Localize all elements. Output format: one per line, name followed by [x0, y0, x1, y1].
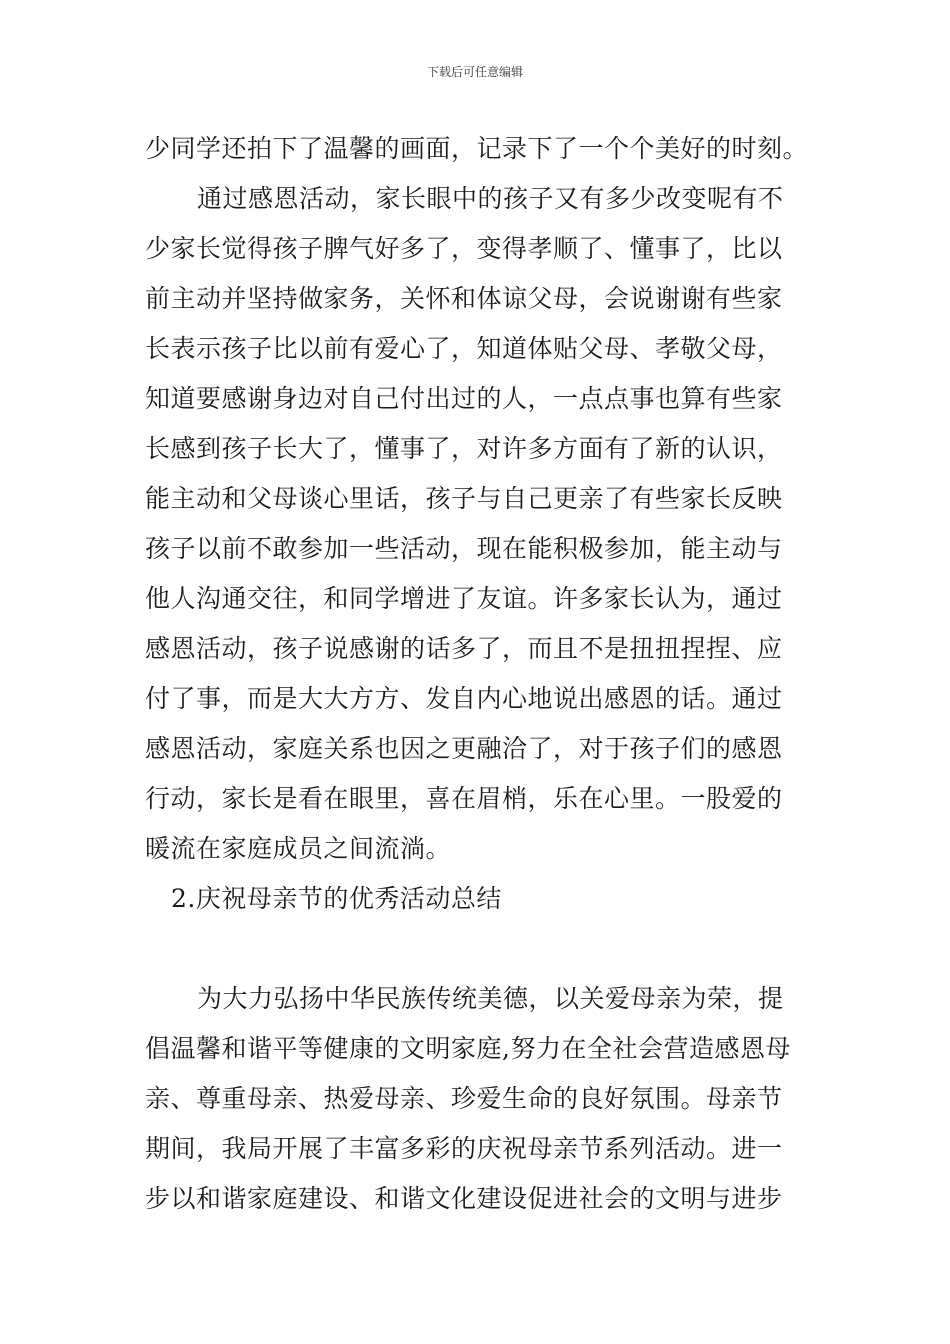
text-line: 暖流在家庭成员之间流淌。 — [145, 834, 452, 863]
text-line: 少同学还拍下了温馨的画面，记录下了一个个美好的时刻。 — [145, 134, 809, 163]
section-heading: 2.庆祝母亲节的优秀活动总结 — [171, 884, 502, 913]
text-line: 亲、尊重母亲、热爱母亲、珍爱生命的良好氛围。母亲节 — [145, 1084, 783, 1113]
text-line: 通过感恩活动，家长眼中的孩子又有多少改变呢有不 — [197, 184, 784, 213]
text-line: 少家长觉得孩子脾气好多了，变得孝顺了、懂事了，比以 — [145, 234, 783, 263]
text-line: 期间，我局开展了丰富多彩的庆祝母亲节系列活动。进一 — [145, 1134, 783, 1163]
text-line: 为大力弘扬中华民族传统美德，以关爱母亲为荣，提 — [197, 984, 784, 1013]
paragraph-mothers-day — [145, 974, 810, 1224]
paragraph-continuation — [145, 124, 810, 174]
text-line: 孩子以前不敢参加一些活动，现在能积极参加，能主动与 — [145, 534, 783, 563]
text-line: 能主动和父母谈心里话，孩子与自己更亲了有些家长反映 — [145, 484, 783, 513]
paragraph-parent-feedback — [145, 174, 810, 874]
text-line: 倡温馨和谐平等健康的文明家庭,努力在全社会营造感恩母 — [145, 1034, 791, 1063]
text-line: 付了事，而是大大方方、发自内心地说出感恩的话。通过 — [145, 684, 783, 713]
text-line: 步以和谐家庭建设、和谐文化建设促进社会的文明与进步 — [145, 1184, 783, 1213]
text-line: 行动，家长是看在眼里，喜在眉梢，乐在心里。一股爱的 — [145, 784, 783, 813]
text-line: 长表示孩子比以前有爱心了，知道体贴父母、孝敬父母， — [145, 334, 783, 363]
text-line: 感恩活动，家庭关系也因之更融洽了，对于孩子们的感恩 — [145, 734, 783, 763]
text-line: 前主动并坚持做家务，关怀和体谅父母，会说谢谢有些家 — [145, 284, 783, 313]
blank-spacer — [145, 924, 810, 974]
text-line: 感恩活动，孩子说感谢的话多了，而且不是扭扭捏捏、应 — [145, 634, 783, 663]
text-line: 长感到孩子长大了，懂事了，对许多方面有了新的认识， — [145, 434, 783, 463]
document-body — [145, 124, 810, 1224]
text-line: 知道要感谢身边对自己付出过的人，一点点事也算有些家 — [145, 384, 783, 413]
text-line: 他人沟通交往，和同学增进了友谊。许多家长认为，通过 — [145, 584, 783, 613]
page-header-note: 下载后可任意编辑 — [426, 65, 523, 79]
